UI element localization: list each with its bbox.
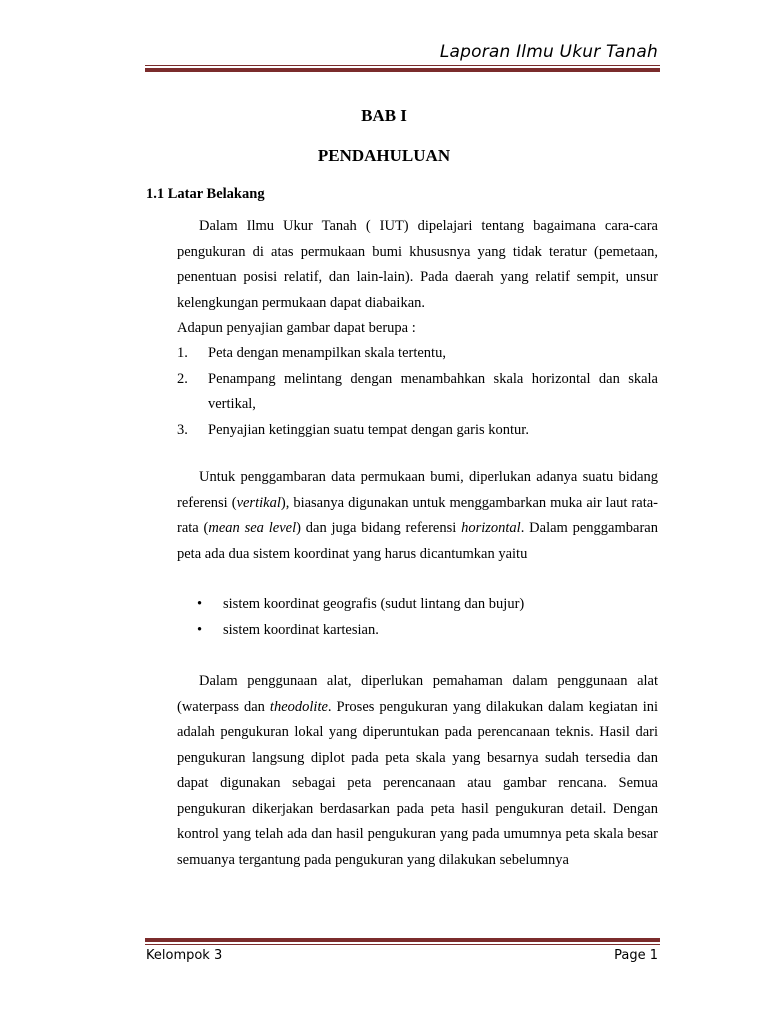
footer-group: Kelompok 3 [146, 948, 223, 963]
tools-emphasis-theodolite: theodolite [269, 698, 328, 715]
footer-page-number: Page 1 [614, 948, 658, 963]
list-item-number: 3. [177, 421, 188, 438]
section-title: 1.1 Latar Belakang [146, 186, 265, 202]
chapter-title: PENDAHULUAN [317, 146, 451, 165]
list-item [177, 418, 658, 444]
tools-text-2: . Proses pengukuran yang dilakukan dalam kegiatan ini adalah pengukuran lokal yang diperuntukan pada perencanaan teknis. Hasil dari pengukuran langsung diplot pada peta skala yang besarnya sudah tersedia dan dapat digunakan sebagai peta perencanaan atau gambar rencana. Semua pengukuran dikerjakan berdasarkan pada peta hasil pengukuran detail. Dengan kontrol yang telah ada dan hasil pengukuran yang pada umumnya peta skala besar semuanya tergantung pada pengukuran yang dilakukan sebelumnya [177, 698, 659, 868]
list-item [197, 618, 657, 644]
list-item-number: 2. [177, 370, 188, 387]
reference-emphasis-vertical: vertikal [236, 494, 281, 511]
bullet-text: sistem koordinat geografis (sudut lintang dan bujur) [223, 596, 525, 612]
list-item-text: Peta dengan menampilkan skala tertentu, [208, 345, 446, 361]
list-lead: Adapun penyajian gambar dapat berupa : [177, 320, 416, 336]
bullet-icon: • [197, 621, 203, 638]
list-item [177, 341, 658, 367]
bullet-text: sistem koordinat kartesian. [223, 621, 379, 638]
footer-rule-thin [145, 944, 660, 945]
bullet-icon: • [197, 596, 203, 612]
footer-rule-thick [145, 938, 660, 942]
reference-paragraph [177, 465, 658, 567]
reference-text-1: Untuk penggambaran data permukaan bumi, diperlukan adanya suatu bidang referensi ( [177, 469, 658, 511]
list-item [177, 367, 658, 418]
reference-emphasis-msl: mean sea level [208, 520, 297, 536]
reference-text-2: ), biasanya digunakan untuk menggambarkan muka air laut rata-rata ( [177, 494, 658, 536]
list-item-text: Penampang melintang dengan menambahkan skala horizontal dan skala vertikal, [208, 370, 658, 412]
tools-text-1: Dalam penggunaan alat, diperlukan pemahaman dalam penggunaan alat (waterpass dan [177, 673, 658, 715]
list-item-number: 1. [177, 345, 188, 361]
intro-paragraph: Dalam Ilmu Ukur Tanah ( IUT) dipelajari tentang bagaimana cara-cara pengukuran di atas permukaan bumi khususnya yang tidak teratur (pemetaan, penentuan posisi relatif, dan lain-lain). Pada daerah yang relatif sempit, unsur kelengkungan permukaan dapat diabaikan. [177, 218, 658, 311]
page-header-title: Laporan Ilmu Ukur Tanah [439, 42, 658, 62]
header-rule-thin [145, 65, 660, 66]
header-rule-thick [145, 68, 660, 72]
coordinate-system-list [197, 592, 657, 643]
list-item-text: Penyajian ketinggian suatu tempat dengan garis kontur. [208, 421, 529, 438]
list-item [197, 592, 657, 618]
reference-text-3: ) dan juga bidang referensi [296, 520, 462, 536]
chapter-number: BAB I [361, 106, 407, 125]
reference-emphasis-horizontal: horizontal [461, 520, 521, 536]
reference-text-4: . Dalam penggambaran peta ada dua sistem koordinat yang harus dicantumkan yaitu [177, 520, 658, 562]
presentation-list [177, 341, 658, 443]
tools-paragraph [177, 669, 658, 873]
